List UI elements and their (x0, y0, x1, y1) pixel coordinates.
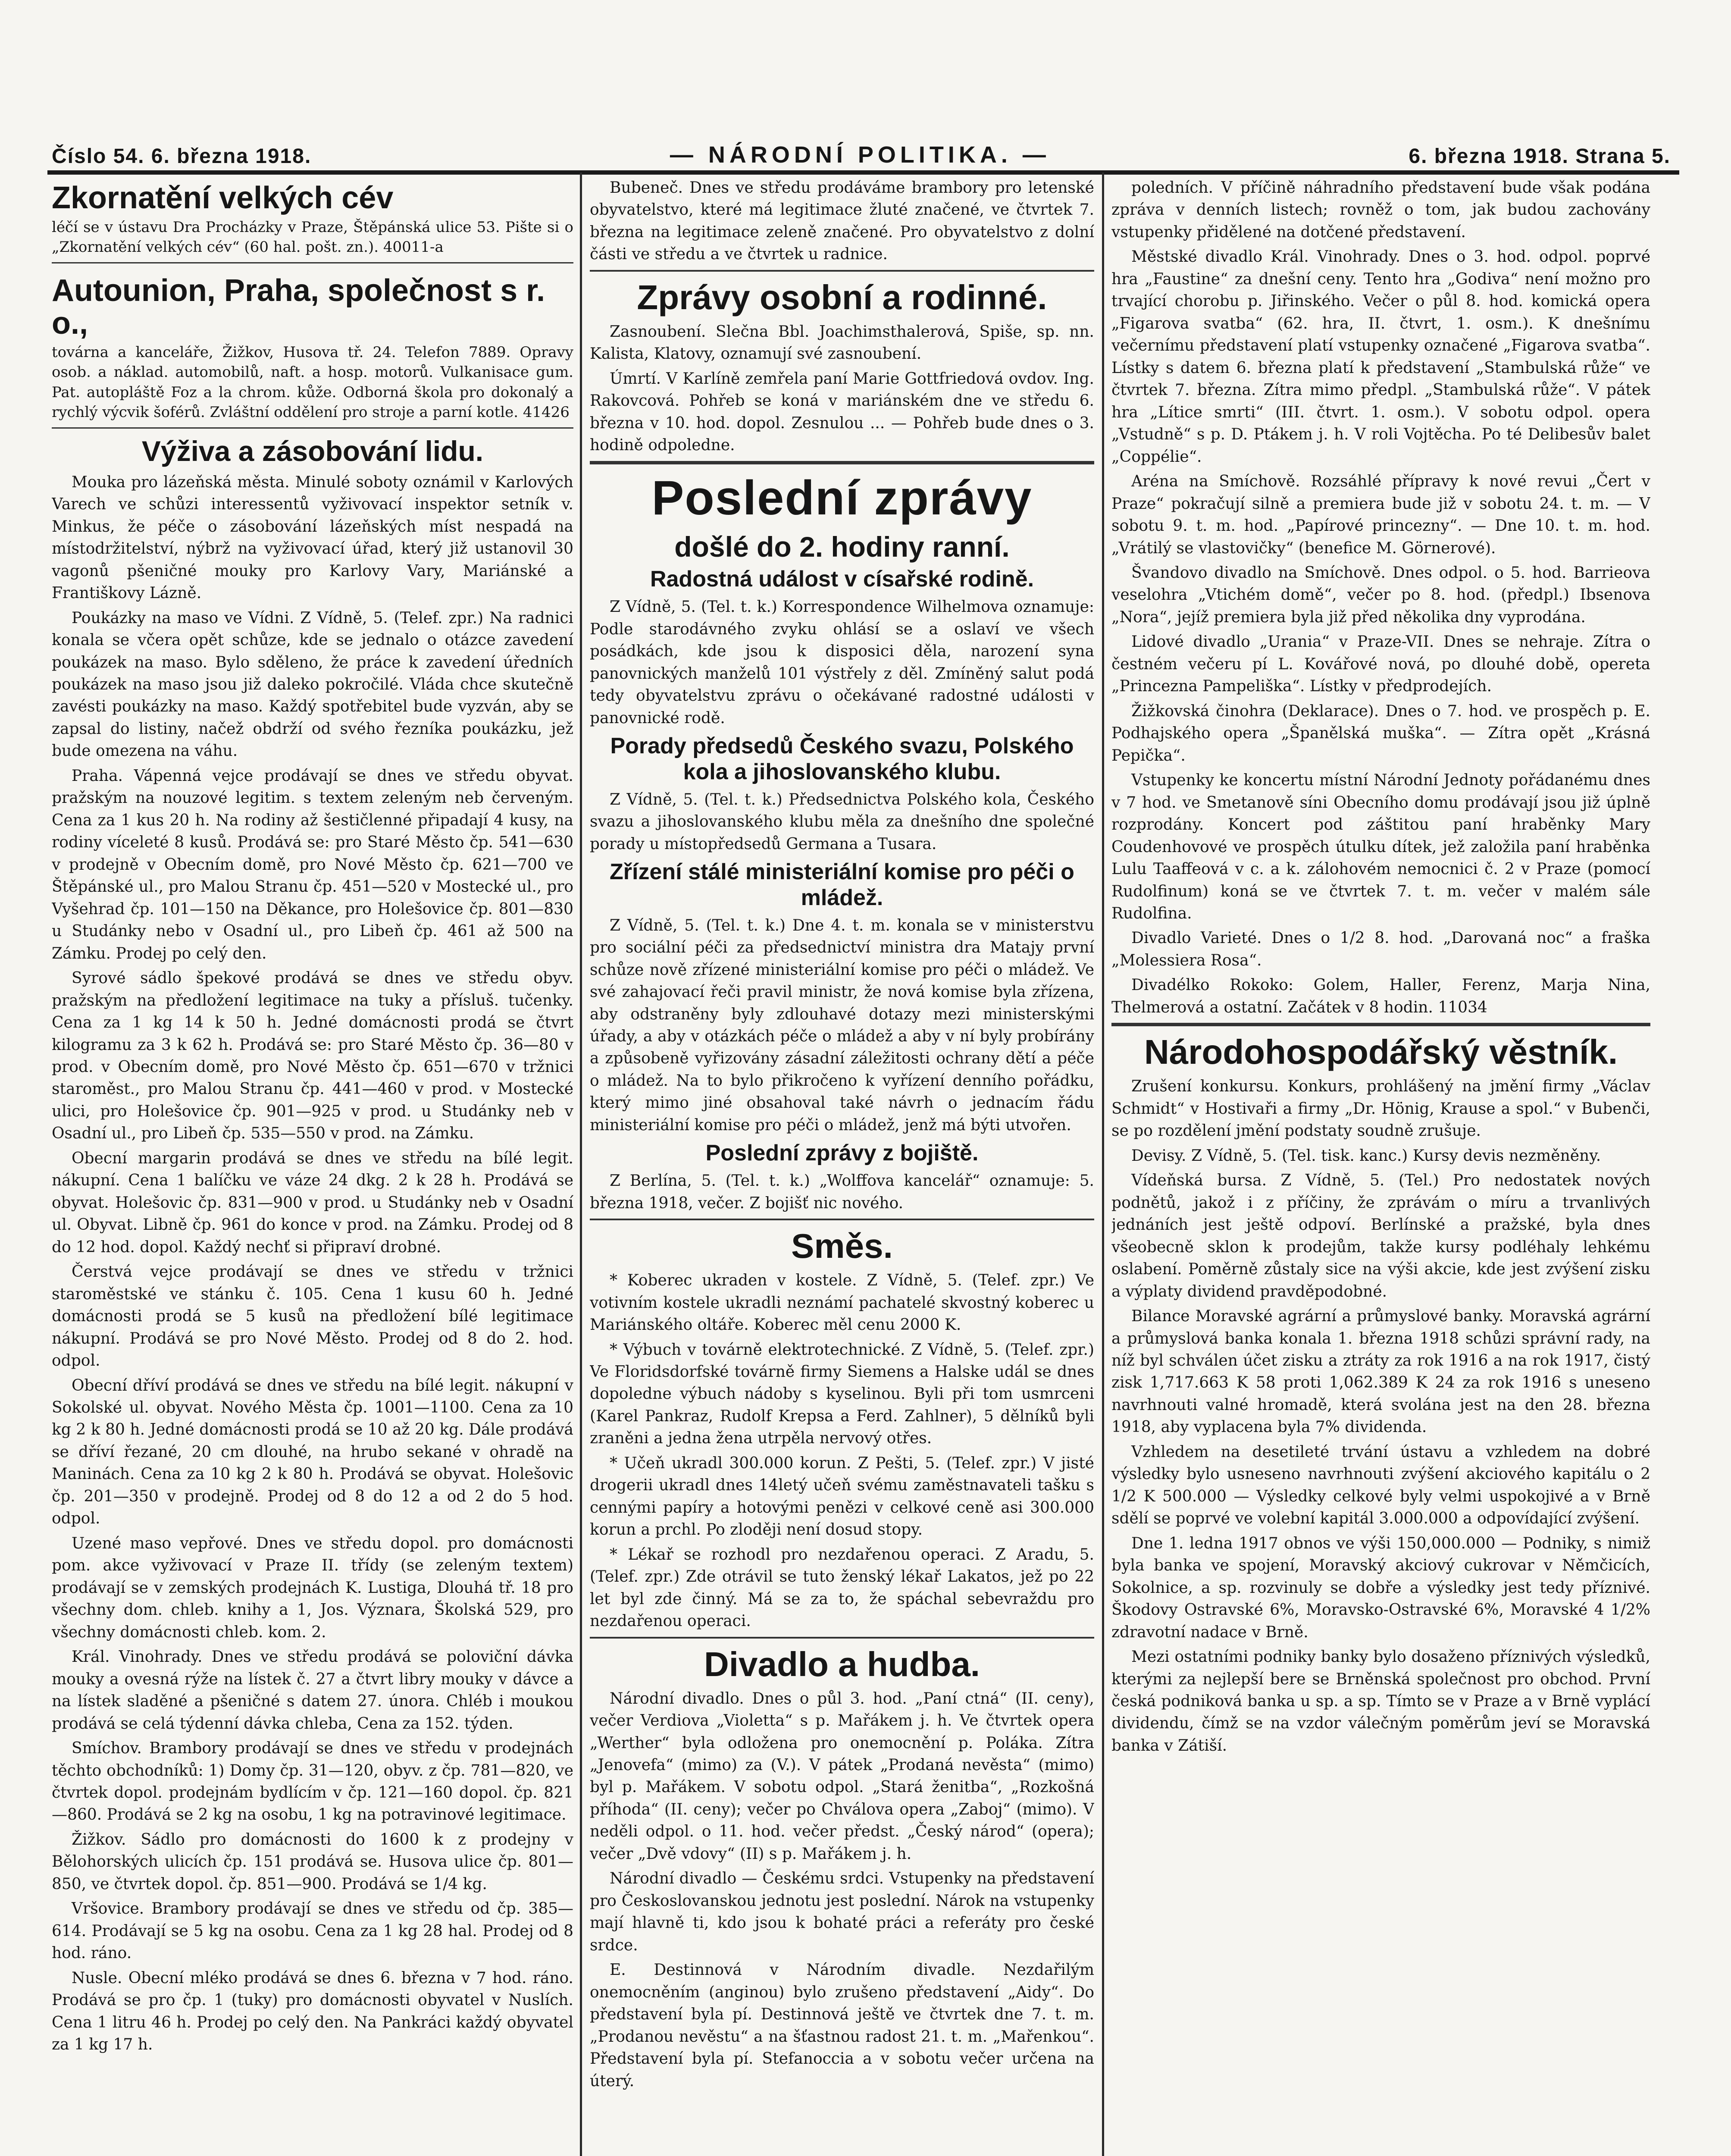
paragraph: Z Vídně, 5. (Tel. t. k.) Dne 4. t. m. konala se v ministerstvu pro sociální péči za předsednictví ministra dra Matajy první schůze nově zřízené ministeriální komise pro péči o mládež. Ve své zahajovací řeči pravil ministr, že nová komise byla zřízena, aby odstraněny byly zdlouhavé dotazy mezi ministerskými úřady, a aby v otázkách péče o mládež a aby v ní byly probírány a způsobeně vyřizovány zásadní záležitosti ochrany dětí a péče o mládež. Na to bylo přikročeno k vyřízení denního pořádku, který mimo jiné obsahoval také návrh o jednacím řádu ministeriální komise pro péči o mládež, jenž má býti utvořen. (590, 916, 1094, 1134)
paragraph: Zrušení konkursu. Konkurs, prohlášený na jmění firmy „Václav Schmidt“ v Hostivaři a firmy „Dr. Hönig, Krause a spol.“ v Bubenči, se po rozdělení jmění podstaty soudně zrušuje. (1111, 1078, 1650, 1140)
article-body (590, 1269, 1094, 1633)
page-info: 6. března 1918. Strana 5. (1409, 145, 1671, 168)
paragraph: Dne 1. ledna 1917 obnos ve výši 150,000.000 — Podniky, s nimiž byla banka ve spojení, Moravský akciový cukrovar v Němčicích, Sokolnice, a sp. rozvinuly se dobře a výsledky jest tedy příznivé. Škodovy Ostravské 6%, Moravsko-Ostravské 6%, Moravské 4 1/2% zdravotní nadace v Brně. (1111, 1534, 1650, 1641)
paragraph: Bubeneč. Dnes ve středu prodáváme brambory pro letenské obyvatelstvo, které má legitimace žluté značené, ve čtvrtek 7. března na legitimace zeleně značené. Pro obyvatelstvo z dolní části ve středu a ve čtvrtek u radnice. (590, 179, 1094, 263)
paragraph: Obecní dříví prodává se dnes ve středu na bílé legit. nákupní v Sokolské ul. obyvat. Nového Města čp. 1001—1100. Cena za 10 kg 2 k 80 h. Jedné domácnosti prodá se 10 až 20 kg. Dále prodává se dříví řezané, 20 cm dlouhé, na hrubo sekané v ohradě na Maninách. Cena za 10 kg 2 k 80 h. Prodává se obyvat. Holešovic čp. 201—350 v prodejně. Prodej od 8 do 12 a od 2 do 5 hod. odpol. (52, 1376, 573, 1528)
paragraph: Lidové divadlo „Urania“ v Praze-VII. Dnes se nehraje. Zítra o čestném večeru pí L. Kovářové nová, po dlouhé době, opereta „Princezna Pampeliška“. Lístky v předprodejích. (1111, 633, 1650, 696)
paper-title: — NÁRODNÍ POLITIKA. — (670, 142, 1050, 168)
running-header (52, 129, 1671, 168)
column-2 (590, 177, 1094, 2156)
article-body (590, 789, 1094, 855)
paragraph: Nusle. Obecní mléko prodává se dnes 6. března v 7 hod. ráno. Prodává se pro čp. 1 (tuky) pro domácnosti obyvatel v Nuslích. Cena 1 litru 46 h. Prodej po celý den. Na Pankráci každý obyvatel za 1 kg 17 h. (52, 1969, 573, 2054)
section-heading: Zprávy osobní a rodinné. (637, 278, 1047, 317)
advert-text: léčí se v ústavu Dra Procházky v Praze, Štěpánská ulice 53. Pište si o „Zkornatění velkých cév“ (60 hal. pošt. zn.). 40011-a (52, 218, 573, 256)
paragraph: Obecní margarin prodává se dnes ve středu na bílé legit. nákupní. Cena 1 balíčku ve váze 24 dkg. 2 k 28 h. Prodává se obyvat. Holešovic čp. 831—900 v prod. u Studánky neb v Osadní ul. Obyvat. Libně čp. 961 do konce v prod. na Zámku. Prodej od 8 do 12 hod. dopol. Každý nechť si připraví drobné. (52, 1149, 573, 1256)
paragraph: Devisy. Z Vídně, 5. (Tel. tisk. kanc.) Kursy devis nezměněny. (1131, 1147, 1601, 1165)
paragraph: Praha. Vápenná vejce prodávají se dnes ve středu obyvat. pražským na nouzové legitim. s textem zeleným neb červeným. Cena za 1 kus 20 h. Na rodiny až šestičlenné připadají 4 kusy, na rodiny víceleté 8 kusů. Prodává se: pro Staré Město čp. 541—630 v prodejně v Obecním domě, pro Nové Město čp. 621—700 ve Štěpánské ul., pro Malou Stranu čp. 451—520 v Mostecké ul., pro Vyšehrad čp. 101—150 na Děkance, pro Holešovice čp. 801—830 u Studánky nebo v Osadní ul., pro Libeň čp. 461 až 500 na Zámku. Prodej po celý den. (52, 767, 573, 962)
paragraph: Národní divadlo — Českému srdci. Vstupenky na představení pro Českoslovanskou jednotu jest poslední. Nárok na vstupenky mají hlavně ti, kdo jsou k bohaté práci a referáty pro české srdce. (590, 1870, 1094, 1954)
article-body (590, 915, 1094, 1137)
column-rule-1 (580, 172, 582, 2156)
advert-title: Zkornatění velkých cév (52, 181, 394, 215)
paragraph: Bilance Moravské agrární a průmyslové banky. Moravská agrární a průmyslová banka konala 1. března 1918 schůzi správní rady, na níž byl schválen účet zisku a ztráty za rok 1916 a na rok 1917, čistý zisk 1,717.663 K 58 proti 1,062.389 K 24 za rok 1916 s uneseno navrhnouti valné hromadě, která svolána jest na den 28. března 1918, aby vyplacena byla 7% dividenda. (1111, 1307, 1650, 1436)
advert-text: továrna a kanceláře, Žižkov, Husova tř. 24. Telefon 7889. Opravy osob. a náklad. automobilů, naft. a hosp. motorů. Vulkanisace gum. Pat. autopláště Foz a la chrom. kůže. Odborná škola pro dokonalý a rychlý výcvik šoférů. Zvláštní oddělení pro stroje a parní kotle. 41426 (52, 344, 573, 421)
article-body (1111, 1075, 1650, 1757)
article-heading: Radostná událost v císařské rodině. (650, 567, 1034, 592)
paragraph: Národní divadlo. Dnes o půl 3. hod. „Paní ctná“ (II. ceny), večer Verdiova „Violetta“ s p. Mařákem j. h. Ve čtvrtek opera „Werther“ byla odložena pro onemocnění p. Poláka. Zítra „Jenovefa“ (mimo) za (V.). V pátek „Prodaná nevěsta“ (mimo) byl p. Mařákem. V sobotu odpol. „Stará ženitba“, „Rozkošná příhoda“ (II. ceny); večer po Chválova opera „Zaboj“ (mimo). V neděli odpol. o 11. hod. večer předst. „Český národ“ (opera); večer „Dvě vdovy“ (II) s p. Mařákem j. h. (590, 1689, 1094, 1863)
article-body (1111, 177, 1650, 1018)
paragraph: Žižkovská činohra (Deklarace). Dnes o 7. hod. ve prospěch p. E. Podhajského opera „Španělská muška“. — Zítra opět „Krásná Pepička“. (1111, 702, 1650, 765)
paragraph: Úmrtí. V Karlíně zemřela paní Marie Gottfriedová ovdov. Ing. Rakovcová. Pohřeb se koná v mariánském dne ve středu 6. března v 10. hod. dopol. Zesnulou ... — Pohřeb bude dnes o 3. hodině odpoledne. (590, 370, 1094, 454)
divider (1111, 1023, 1650, 1026)
paragraph: Král. Vinohrady. Dnes ve středu prodává se poloviční dávka mouky a ovesná rýže na lístek č. 27 a čtvrt libry mouky v dávce a na lístek sladěné a pšeničné s datem 27. února. Chléb i moukou prodává se celá týdenní dávka chleba, Cena za 152. týden. (52, 1648, 573, 1733)
paragraph: * Učeň ukradl 300.000 korun. Z Pešti, 5. (Telef. zpr.) V jisté drogerii ukradl dnes 14letý učeň svému zaměstnavateli tašku s cennými papíry a hotovými penězi v celkové ceně asi 300.000 korun a prchl. Po zloději není dosud stopy. (590, 1454, 1094, 1539)
issue-number: Číslo 54. 6. března 1918. (52, 145, 312, 168)
advert-vessels (52, 177, 573, 263)
paragraph: Z Berlína, 5. (Tel. t. k.) „Wolffova kancelář“ oznamuje: 5. března 1918, večer. Z bojišť nic nového. (590, 1172, 1094, 1212)
article-body (590, 1688, 1094, 2092)
paragraph: Syrové sádlo špekové prodává se dnes ve středu obyv. pražským na předložení legitimace na tuky a přísluš. tučenky. Cena za 1 kg 14 k 50 h. Jedné domácnosti prodá se čtvrt kilogramu za 3 k 62 h. Prodává se: pro Staré Město čp. 36—80 v prod. v Obecním domě, pro Nové Město čp. 651—670 v tržnici staroměst., pro Malou Stranu čp. 441—460 v prod. v Mostecké ulici, pro Holešovice čp. 901—925 v prod. u Studánky neb v Osadní ul., pro Libeň čp. 535—550 v prod. na Zámku. (52, 969, 573, 1143)
section-subheading: došlé do 2. hodiny ranní. (674, 530, 1010, 563)
article-body (590, 1170, 1094, 1214)
section-heading: Směs. (791, 1227, 893, 1266)
section-heading: Národohospodářský věstník. (1144, 1033, 1618, 1072)
paragraph: E. Destinnová v Národním divadle. Nezdařilým onemocněním (anginou) bylo zrušeno představení „Aidy“. Do představení byla pí. Destinnová ještě ve čtvrtek dne 7. t. m. „Prodanou nevěstu“ a na šťastnou radost 21. t. m. „Mařenkou“. Představení byla pí. Stefanoccia a v sobotu večer určena na úterý. (590, 1961, 1094, 2090)
advert-autounion (52, 270, 573, 429)
article-heading: Zřízení stálé ministeriální komise pro péči o mládež. (610, 859, 1074, 910)
column-rule-2 (1102, 172, 1104, 2156)
paragraph: Aréna na Smíchově. Rozsáhlé přípravy k nové revui „Čert v Praze“ pokračují silně a premiera bude již v sobotu 24. t. m. — V sobotu 9. t. m. hod. „Papírové princezny“. — Dne 10. t. m. hod. „Vrátilý se vlastovičky“ (benefice M. Görnerové). (1111, 473, 1650, 557)
section-heading: Poslední zprávy (651, 470, 1033, 525)
article-body (590, 596, 1094, 729)
paragraph: * Výbuch v továrně elektrotechnické. Z Vídně, 5. (Telef. zpr.) Ve Floridsdorfské továrně firmy Siemens a Halske udál se dnes dopoledne výbuch nádoby s kyselinou. Byli při tom usmrceni (Karel Pankraz, Rudolf Krepsa a Ferd. Zahlner), 5 dělníků byli zraněni a jedna žena utrpěla nervový otřes. (590, 1341, 1094, 1448)
article-body (590, 321, 1094, 457)
paragraph: Z Vídně, 5. (Tel. t. k.) Předsednictva Polského kola, Českého svazu a jihoslovanského klubu měla za dnešního dne společné porady u místopředsedů Germana a Tusara. (590, 790, 1094, 853)
article-body (52, 471, 573, 2056)
paragraph: Čerstvá vejce prodávají se dnes ve středu v tržnici staroměstské ve stánku č. 105. Cena 1 kusu 60 h. Jedné domácnosti prodá se 5 kusů na předložení bílé legitimace nákupní. Prodává se pro Nové Město. Prodej od 8 do 2. hod. odpol. (52, 1263, 573, 1370)
divider (590, 461, 1094, 464)
paragraph: Mouka pro lázeňská města. Minulé soboty oznámil v Karlových Varech ve schůzi interessentů vyživovací inspektor setník v. Minkus, že péče o zásobování lázeňských míst nespadá na místodržitelství, nýbrž na vyživovací úřad, který již ustanovil 30 vagonů pšeničné mouky pro Karlovy Vary, Mariánské a Františkovy Lázně. (52, 473, 573, 602)
paragraph: Poukázky na maso ve Vídni. Z Vídně, 5. (Telef. zpr.) Na radnici konala se včera opět schůze, kde se jednalo o otázce zavedení poukázek na maso. Bylo sděleno, že práce k zavedení úředních poukázek na maso jsou již daleko pokročilé. Vláda chce skutečně zavésti poukázky na maso. Každý spotřebitel bude vyzván, aby se zapsal do listiny, načež obdrží od svého řezníka poukázku, jež bude omezena na váhu. (52, 609, 573, 760)
paragraph: Vršovice. Brambory prodávají se dnes ve středu od čp. 385—614. Prodávají se 5 kg na osobu. Cena za 1 kg 28 hal. Prodej od 8 hod. ráno. (52, 1900, 573, 1962)
section-heading: Divadlo a hudba. (704, 1645, 980, 1683)
paragraph: * Koberec ukraden v kostele. Z Vídně, 5. (Telef. zpr.) Ve votivním kostele ukradli neznámí pachatelé skvostný koberec u Mariánského oltáře. Koberec měl cenu 2000 K. (590, 1272, 1094, 1334)
paragraph: Vstupenky ke koncertu místní Národní Jednoty pořádanému dnes v 7 hod. ve Smetanově síni Obecního domu prodávají jsou již úplně rozprodány. Koncert pod záštitou paní hraběnky Mary Coudenhovové ve prospěch útulku dítek, jež založila paní hraběnka Lulu Taaffeová v c. a k. zálohovém nemocnici č. 2 v Praze (pomocí Rudolfinum) koná se ve čtvrtek 7. t. m. večer v malém sále Rudolfina. (1111, 771, 1650, 922)
section-heading: Výživa a zásobování lidu. (141, 435, 484, 467)
paragraph: Z Vídně, 5. (Tel. t. k.) Korrespondence Wilhelmova oznamuje: Podle starodávného zvyku ohlásí se a oslaví ve všech posádkách, kde jsou k disposici děla, narození syna panovnických manželů 101 výstřely z děl. Zmíněný salut podá tedy obyvatelstvu zprávu o očekávané radostné události v panovnické rodě. (590, 598, 1094, 727)
article-body (590, 177, 1094, 266)
article-heading: Poslední zprávy z bojiště. (705, 1141, 979, 1166)
paragraph: poledních. V příčině náhradního představení bude však podána zpráva v denních listech; rovněž o tom, jak budou zachovány vstupenky přidělené na dotčené představení. (1111, 179, 1650, 241)
paragraph: Zasnoubení. Slečna Bbl. Joachimsthalerová, Spiše, sp. nn. Kalista, Klatovy, oznamují své zasnoubení. (590, 323, 1094, 363)
divider (590, 1219, 1094, 1220)
divider (590, 1637, 1094, 1639)
paragraph: Vzhledem na desetileté trvání ústavu a vzhledem na dobré výsledky bylo usneseno navrhnouti zvýšení akciového kapitálu o 2 1/2 K 500.000 — Výsledky celkové byly velmi uspokojivé a v Brně sdělí se poprvé ve volební kapitál 3.000.000 a odpovídající zvýšení. (1111, 1443, 1650, 1528)
advert-title: Autounion, Praha, společnost s r. o., (52, 273, 545, 341)
paragraph: * Lékař se rozhodl pro nezdařenou operaci. Z Aradu, 5. (Telef. zpr.) Zde otrávil se tuto ženský lékař Lakatos, jež po 22 let byl zde činný. Má se za to, že spáchal sebevraždu pro nezdařenou operaci. (590, 1545, 1094, 1630)
column-3 (1111, 177, 1650, 2156)
divider (590, 270, 1094, 272)
paragraph: Divadélko Rokoko: Golem, Haller, Ferenz, Marja Nina, Thelmerová a ostatní. Začátek v 8 hodin. 11034 (1111, 976, 1650, 1016)
paragraph: Mezi ostatními podniky banky bylo dosaženo příznivých výsledků, kterými za nejlepší bere se Brněnská společnost pro obchod. První česká podniková banka u sp. a sp. Tímto se v Praze a v Brně vyplácí dividendu, čímž se na vzdor válečným poměrům jeví se Moravská banka v Zátiší. (1111, 1648, 1650, 1755)
paragraph: Smíchov. Brambory prodávají se dnes ve středu v prodejnách těchto obchodníků: 1) Domy čp. 31—120, obyv. z čp. 781—820, ve čtvrtek dopol. prodejnám bydlícím v čp. 121—160 dopol. čp. 821—860. Prodává se 2 kg na osobu, 1 kg na potravinové legitimace. (52, 1739, 573, 1824)
article-heading: Porady předsedů Českého svazu, Polského kola a jihoslovanského klubu. (610, 733, 1074, 784)
header-rule (47, 170, 1679, 175)
paragraph: Uzené maso vepřové. Dnes ve středu dopol. pro domácnosti pom. akce vyživovací v Praze II. třídy (se zeleným textem) prodávají se v zemských prodejnách K. Lustiga, Dlouhá tř. 18 pro všechny dom. chleb. knihy a 1, Jos. Význara, Školská 529, pro všechny domácnosti chleb. kom. 2. (52, 1534, 573, 1641)
paragraph: Městské divadlo Král. Vinohrady. Dnes o 3. hod. odpol. poprvé hra „Faustine“ za dnešní ceny. Tento hra „Godiva“ není možno pro trvající chorobu p. Jiřinského. Večer o půl 8. hod. komická opera „Figarova svatba“ (62. hra, II. čtvrt, 1. osm.). K dnešnímu večernímu představení platí vstupenky označené „Figarova svatba“. Lístky s datem 6. března platí k představení „Stambulská růže“ ve čtvrtek 7. března. Zítra mimo předpl. „Stambulská růže“. V pátek hra „Lítice smrti“ (III. čtvrt. 1. osm.). V sobotu odpol. opera „Vstudně“ s p. D. Ptákem j. h. V roli Vojtěcha. Po té Delibesův balet „Coppélie“. (1111, 248, 1650, 466)
paragraph: Žižkov. Sádlo pro domácnosti do 1600 k z prodejny v Bělohorských ulicích čp. 151 prodává se. Husova ulice čp. 801—850, ve čtvrtek dopol. čp. 851—900. Prodává se 1/4 kg. (52, 1830, 573, 1893)
column-1 (52, 177, 573, 2156)
paragraph: Švandovo divadlo na Smíchově. Dnes odpol. o 5. hod. Barrieova veselohra „Vtichém domě“, večer po 8. hod. (předpl.) Ibsenova „Nora“, jejíž premiera byla již před několika dny vyprodána. (1111, 564, 1650, 626)
paragraph: Vídeňská bursa. Z Vídně, 5. (Tel.) Pro nedostatek nových podnětů, jakož i z příčiny, že zprávám o míru a trvanlivých jednáních jest ještě odpoví. Berlínské a pražské, byla dnes všeobecně sklon k prodejům, takže kursy podléhaly lehkému oslabení. Poměrně zůstaly sice na výši akcie, kde jest zvýšení zisku a výplaty dividend pravděpodobné. (1111, 1172, 1650, 1300)
paragraph: Divadlo Varieté. Dnes o 1/2 8. hod. „Darovaná noc“ a fraška „Molessiera Rosa“. (1111, 929, 1650, 969)
